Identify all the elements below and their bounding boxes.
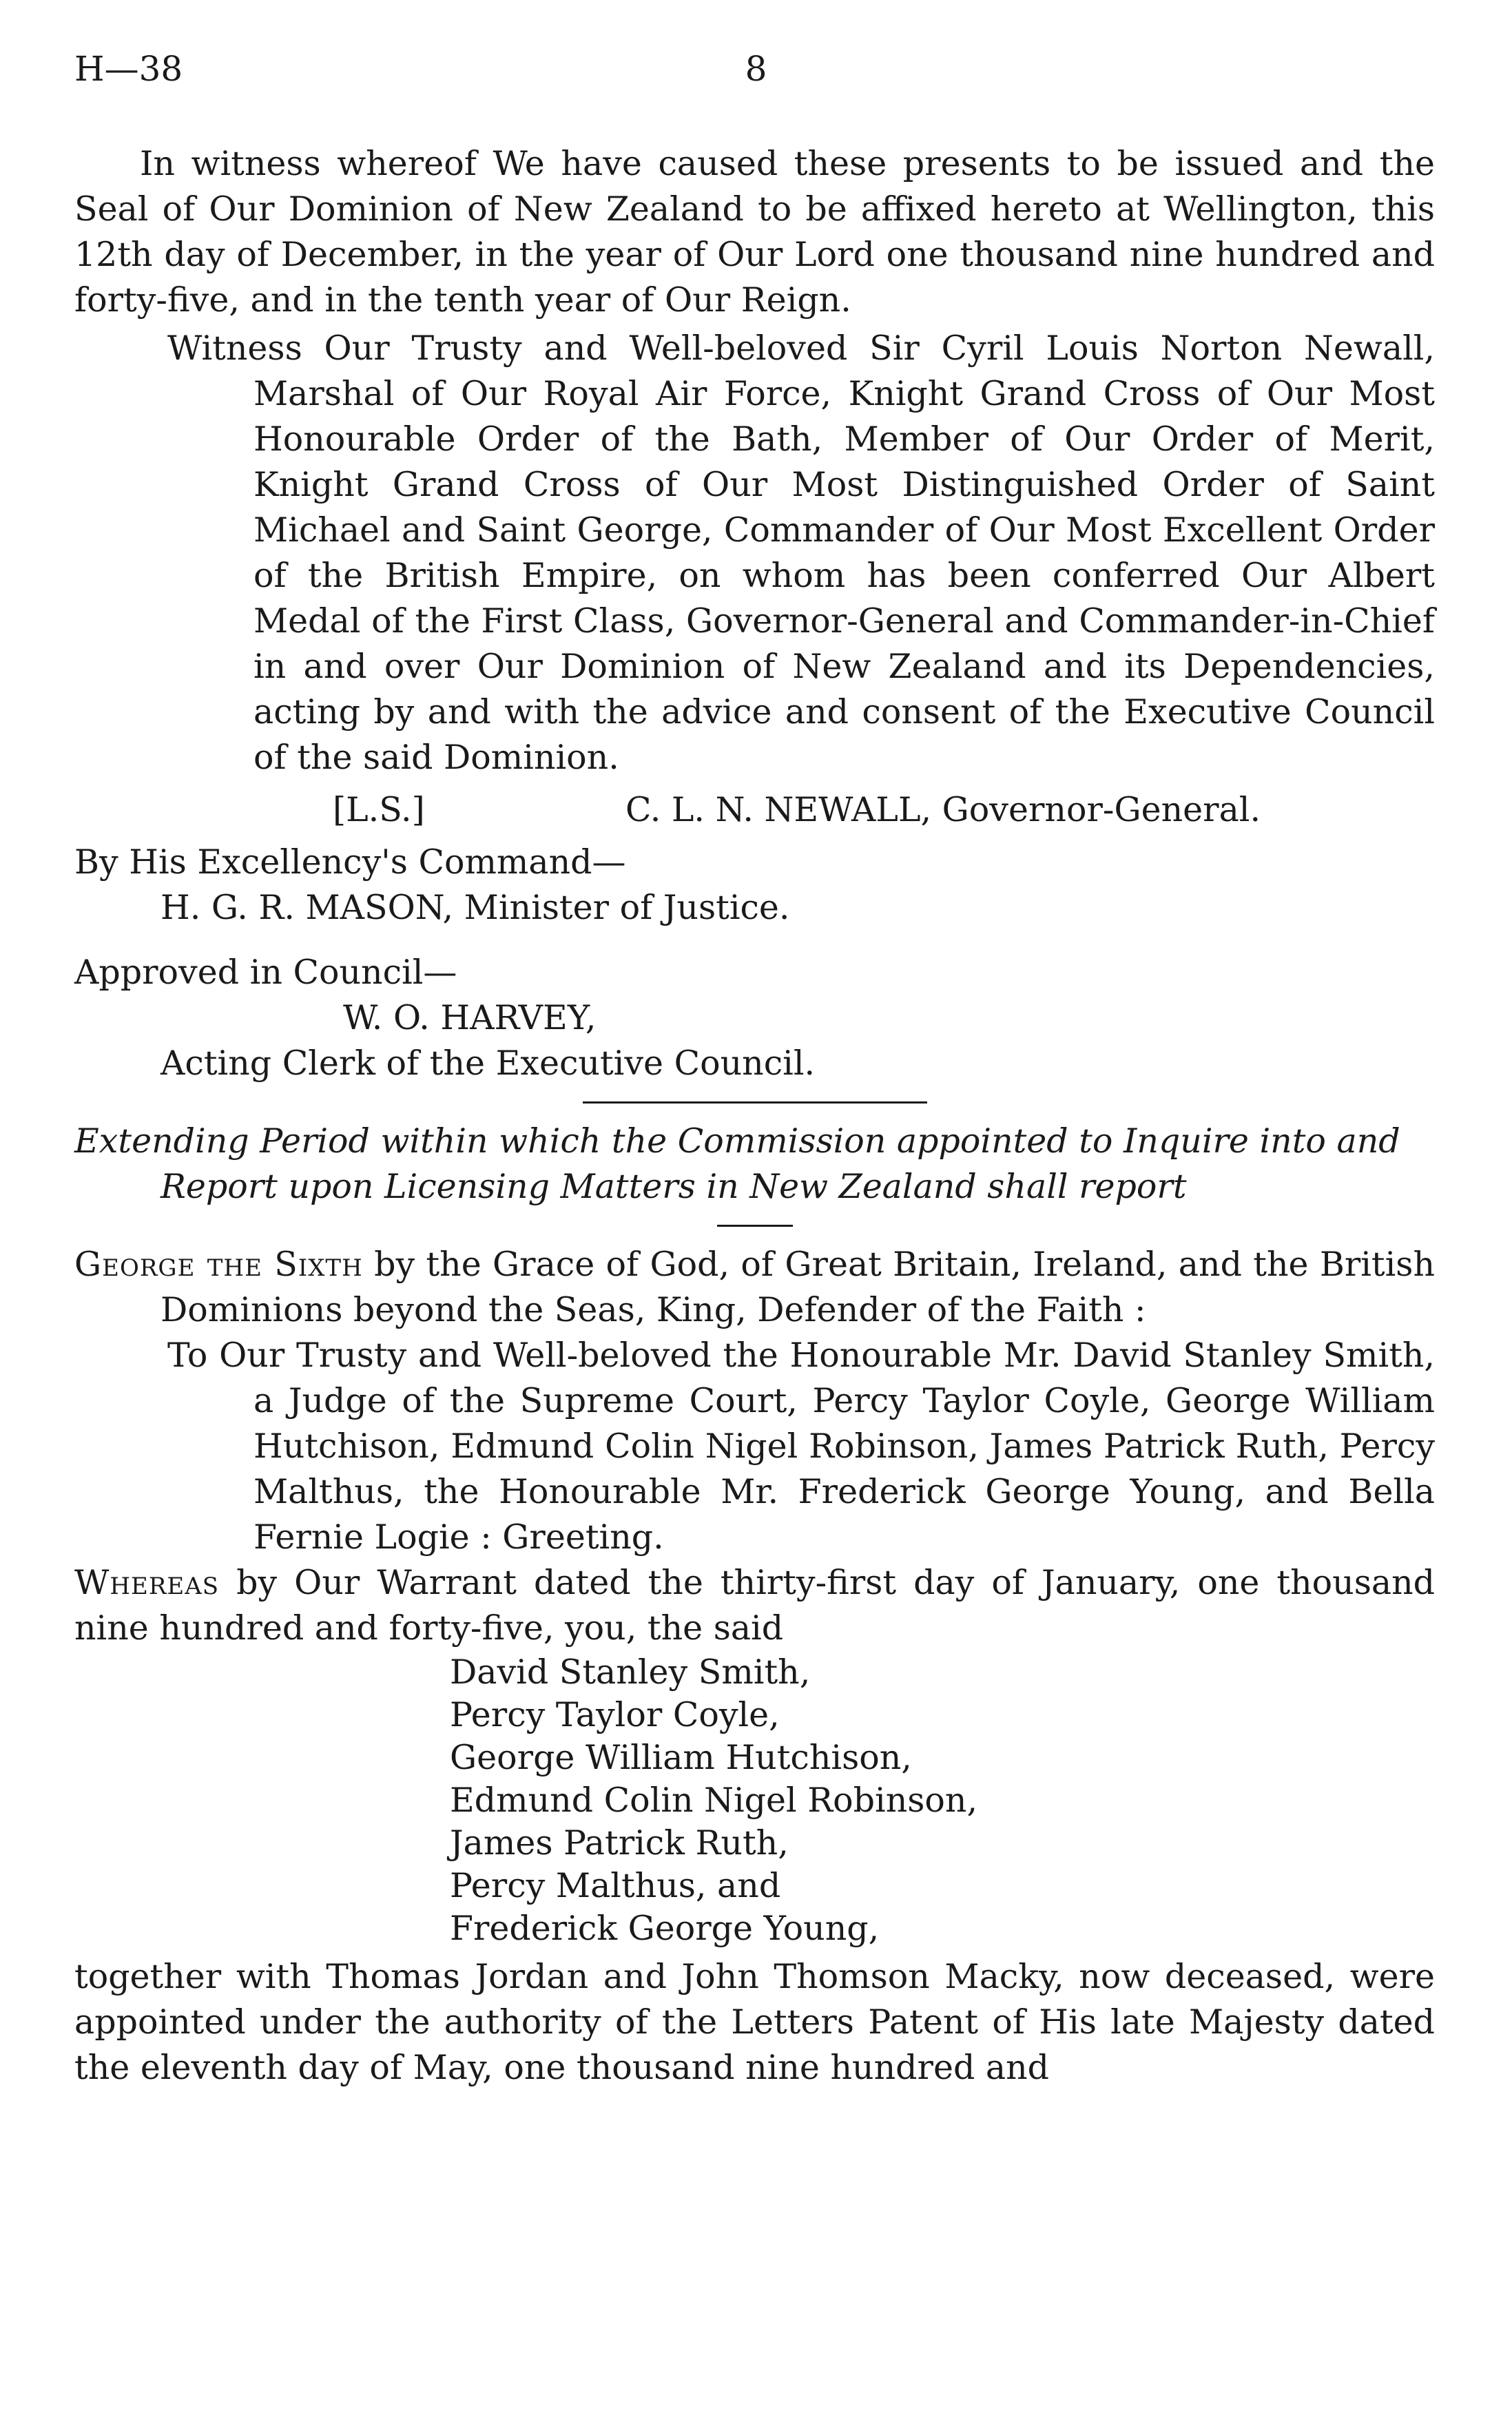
document-reference: H—38: [74, 49, 183, 89]
address-text: To Our Trusty and Well-beloved the Honourable Mr. David Stanley Smith, a Judge of the Supreme Court, Percy Taylor Coyle, George William Hutchison, Edmund Colin Nigel Robinson, James Patrick Ruth, Percy Malthus, the Honourable Mr. Frederick George Young, and Bella Fernie Logie : Greeting.: [167, 1336, 1435, 1557]
command-label: By His Excellency's Command—: [74, 842, 626, 882]
seal-mark: [L.S.]: [333, 790, 425, 829]
proclamation: [74, 1242, 1435, 1333]
commissioner-names: [74, 1651, 1435, 1950]
name-item: David Stanley Smith,: [450, 1652, 811, 1692]
name-item: James Patrick Ruth,: [450, 1823, 789, 1863]
proclamation-text: by the Grace of God, of Great Britain, Ireland, and the British Dominions beyond the Seas, King, Defender of the Faith :: [160, 1245, 1435, 1329]
sovereign-name: George the Sixth: [74, 1245, 363, 1284]
section-heading: Extending Period within which the Commission appointed to Inquire into and Report upon Licensing Matters in New Zealand shall report: [74, 1121, 1400, 1206]
closing-paragraph: together with Thomas Jordan and John Thomson Macky, now deceased, were appointed under the authority of the Letters Patent of His late Majesty dated the eleventh day of May, one thousand nine hundred and: [74, 1957, 1435, 2087]
name-item: Edmund Colin Nigel Robinson,: [450, 1781, 978, 1820]
approval-name: W. O. HARVEY,: [343, 998, 597, 1037]
name-item: George William Hutchison,: [450, 1738, 912, 1777]
address-paragraph: [74, 1333, 1435, 1560]
whereas-paragraph: [74, 1560, 1435, 1651]
name-item: Frederick George Young,: [450, 1909, 880, 1948]
witness-paragraph: In witness whereof We have caused these presents to be issued and the Seal of Our Dominion of New Zealand to be affixed hereto at Wellington, this 12th day of December, in the year of Our Lord one thousand nine hundred and forty-five, and in the tenth year of Our Reign.: [74, 144, 1435, 320]
document-body: [74, 141, 1435, 2091]
whereas-text: by Our Warrant dated the thirty-first day of January, one thousand nine hundred and forty-five, you, the said: [74, 1563, 1436, 1648]
name-item: Percy Malthus, and: [450, 1866, 781, 1905]
command-signatory: H. G. R. MASON, Minister of Justice.: [160, 888, 790, 927]
governor-signature: C. L. N. NEWALL, Governor-General.: [625, 790, 1261, 829]
witness-clause-text: Witness Our Trusty and Well-beloved Sir Cyril Louis Norton Newall, Marshal of Our Royal Air Force, Knight Grand Cross of Our Most Honourable Order of the Bath, Member of Our Order of Merit, Knight Grand Cross of Our Most Distinguished Order of Saint Michael and Saint George, Commander of Our Most Excellent Order of the British Empire, on whom has been conferred Our Albert Medal of the First Class, Governor-General and Commander-in-Chief in and over Our Dominion of New Zealand and its Dependencies, acting by and with the advice and consent of the Executive Council of the said Dominion.: [167, 329, 1435, 777]
approval-title: Acting Clerk of the Executive Council.: [160, 1044, 816, 1083]
approval-label: Approved in Council—: [74, 953, 457, 992]
seal-line: [74, 787, 1435, 833]
heading-divider: [717, 1225, 793, 1227]
section-divider: [583, 1101, 927, 1103]
page-number: 8: [745, 49, 767, 89]
name-item: Percy Taylor Coyle,: [450, 1695, 780, 1734]
witness-clause: [74, 326, 1435, 780]
whereas-lead: Whereas: [74, 1563, 220, 1602]
